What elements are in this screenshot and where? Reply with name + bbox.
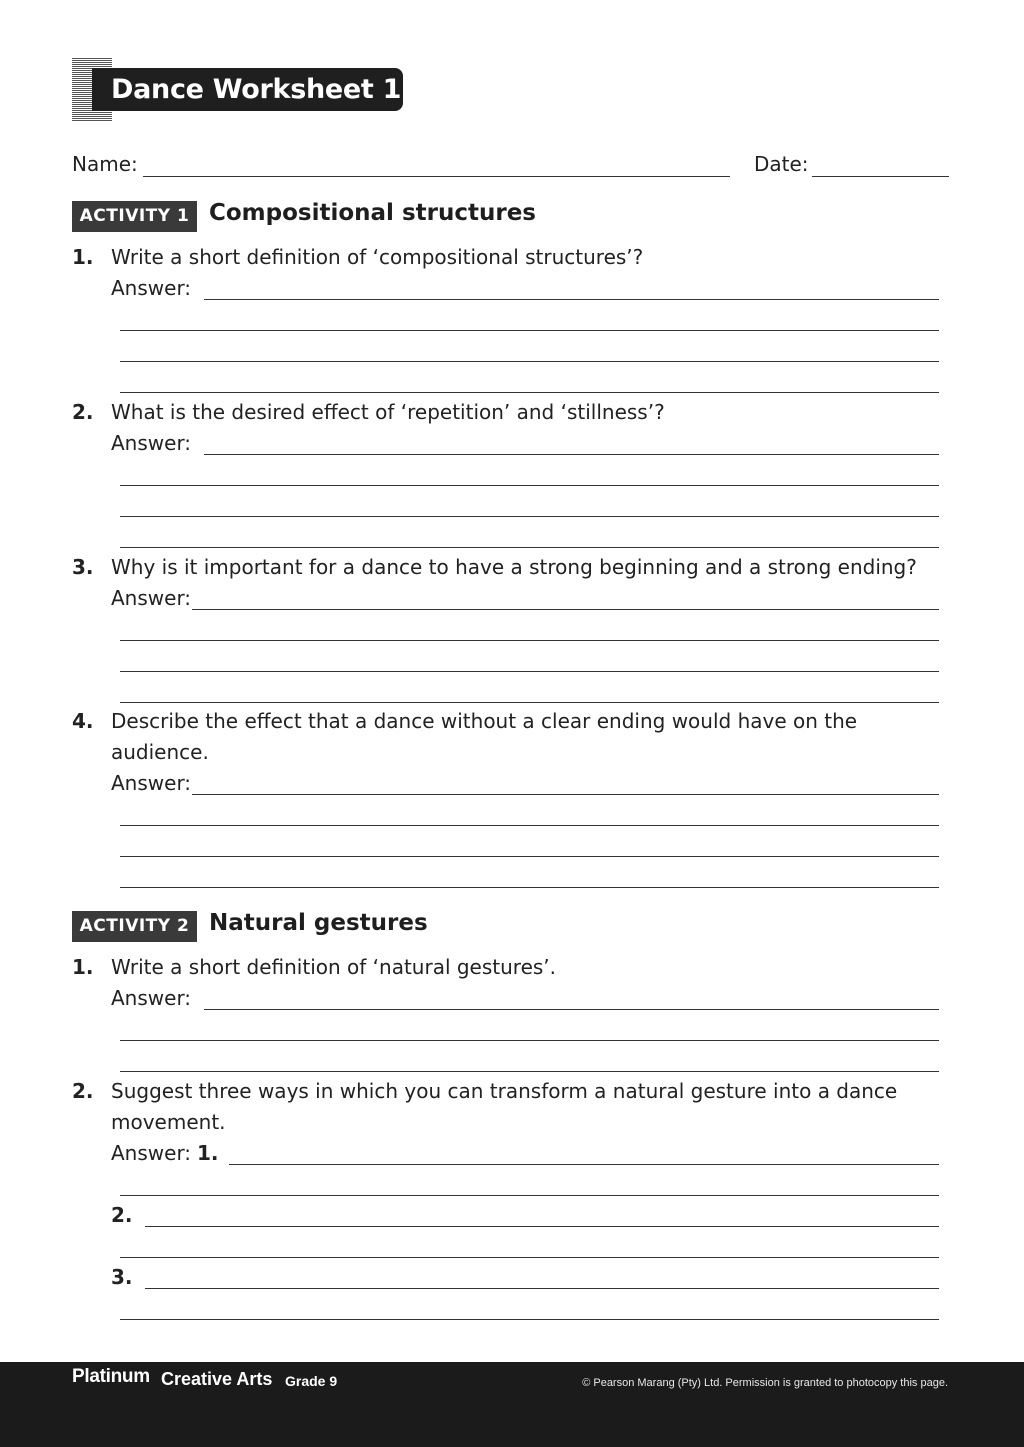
name-label: Name:	[72, 152, 138, 176]
a1-q2-answer-line[interactable]	[120, 485, 939, 486]
date-label: Date:	[754, 152, 809, 176]
a1-q1-answer-line[interactable]	[120, 361, 939, 362]
a1-q4-text-line2: audience.	[111, 740, 209, 764]
a1-q2-answer-line[interactable]	[120, 547, 939, 548]
a1-q3-answer-line[interactable]	[120, 702, 939, 703]
a2-q2-answer-label: Answer:	[111, 1141, 192, 1165]
footer-copyright: © Pearson Marang (Pty) Ltd. Permission is granted to photocopy this page.	[582, 1377, 948, 1389]
a1-q1-answer-label: Answer:	[111, 276, 192, 300]
activity-2-badge: ACTIVITY 2	[72, 911, 197, 942]
a2-q2-answer-line[interactable]	[120, 1195, 939, 1196]
a2-q2-answer-line[interactable]	[229, 1164, 939, 1165]
a2-q2-number: 2.	[72, 1079, 94, 1103]
a1-q1-answer-line[interactable]	[204, 299, 939, 300]
name-field[interactable]	[143, 176, 730, 177]
a2-q2-text-line1: Suggest three ways in which you can transform a natural gesture into a dance	[111, 1079, 898, 1103]
a1-q2-answer-line[interactable]	[120, 516, 939, 517]
a2-q2-answer-line[interactable]	[145, 1288, 939, 1289]
a1-q1-number: 1.	[72, 245, 94, 269]
a1-q3-answer-line[interactable]	[120, 640, 939, 641]
a2-q2-sub1-number: 1.	[197, 1141, 219, 1165]
footer-subject: Creative Arts	[161, 1369, 273, 1389]
a2-q2-answer-line[interactable]	[145, 1226, 939, 1227]
a1-q2-answer-line[interactable]	[204, 454, 939, 455]
date-field[interactable]	[812, 176, 949, 177]
activity-2-title: Natural gestures	[209, 910, 428, 936]
a1-q1-answer-line[interactable]	[120, 330, 939, 331]
a1-q3-number: 3.	[72, 555, 94, 579]
activity-1-title: Compositional structures	[209, 200, 536, 226]
a1-q1-answer-line[interactable]	[120, 392, 939, 393]
page-footer	[0, 1362, 1024, 1447]
footer-grade: Grade 9	[285, 1373, 338, 1389]
a1-q3-answer-line[interactable]	[192, 609, 939, 610]
a1-q4-text-line1: Describe the effect that a dance without a clear ending would have on the	[111, 709, 858, 733]
a2-q2-answer-line[interactable]	[120, 1319, 939, 1320]
a2-q1-text: Write a short definition of ‘natural gestures’.	[111, 955, 557, 979]
a1-q3-text: Why is it important for a dance to have a strong beginning and a strong ending?	[111, 555, 917, 579]
a1-q4-answer-line[interactable]	[120, 825, 939, 826]
activity-1-badge: ACTIVITY 1	[72, 201, 197, 232]
a1-q2-answer-label: Answer:	[111, 431, 192, 455]
a2-q1-answer-label: Answer:	[111, 986, 192, 1010]
worksheet-title: Dance Worksheet 1	[92, 68, 403, 111]
a2-q2-text-line2: movement.	[111, 1110, 226, 1134]
a2-q1-answer-line[interactable]	[120, 1040, 939, 1041]
a1-q4-number: 4.	[72, 709, 94, 733]
a2-q2-answer-line[interactable]	[120, 1257, 939, 1258]
a1-q3-answer-line[interactable]	[120, 671, 939, 672]
a1-q1-text: Write a short definition of ‘compositional structures’?	[111, 245, 644, 269]
a1-q4-answer-line[interactable]	[120, 887, 939, 888]
a1-q3-answer-label: Answer:	[111, 586, 192, 610]
a1-q4-answer-label: Answer:	[111, 771, 192, 795]
a2-q2-sub2-number: 2.	[111, 1203, 133, 1227]
a1-q2-text: What is the desired effect of ‘repetition’ and ‘stillness’?	[111, 400, 665, 424]
a2-q1-answer-line[interactable]	[204, 1009, 939, 1010]
a2-q2-sub3-number: 3.	[111, 1265, 133, 1289]
a1-q2-number: 2.	[72, 400, 94, 424]
a1-q4-answer-line[interactable]	[120, 856, 939, 857]
a2-q1-answer-line[interactable]	[120, 1071, 939, 1072]
footer-brand-logo: Platinum	[72, 1366, 150, 1387]
a1-q4-answer-line[interactable]	[192, 794, 939, 795]
a2-q1-number: 1.	[72, 955, 94, 979]
